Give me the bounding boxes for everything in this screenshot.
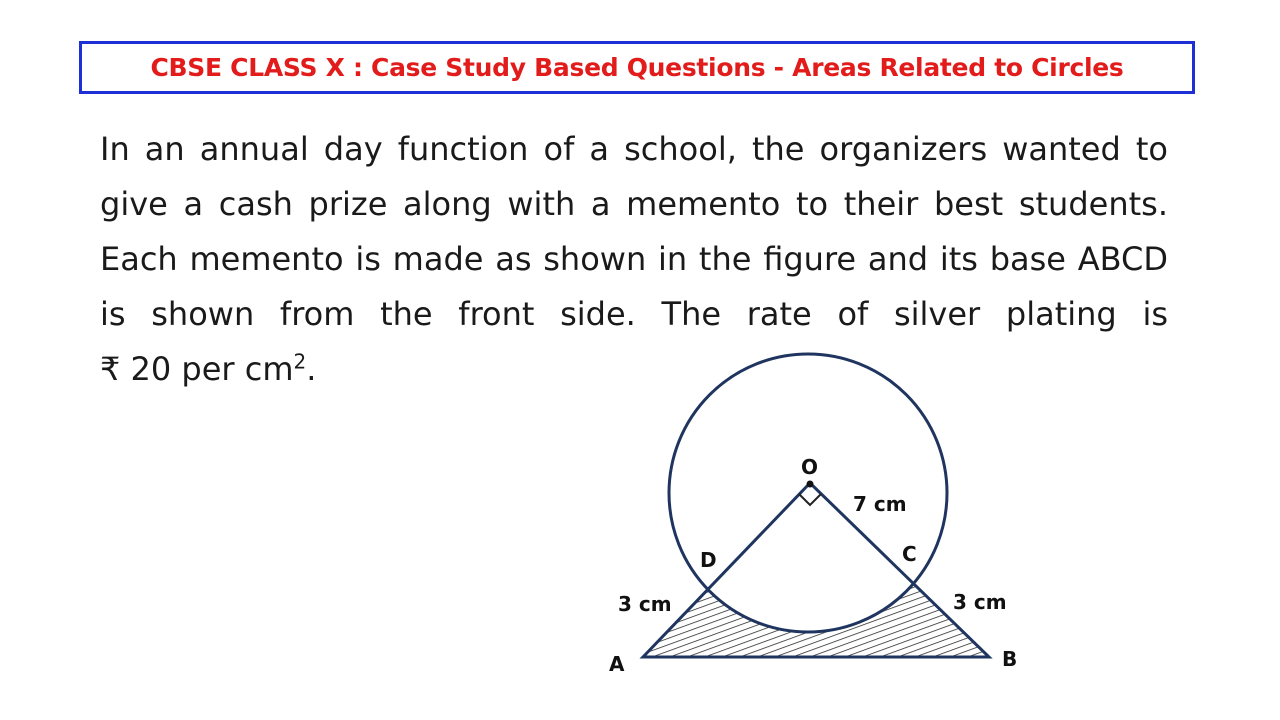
label-radius: 7 cm (853, 492, 907, 516)
label-o: O (801, 455, 819, 479)
question-line-1: In an annual day function of a school, the organizers wanted to (100, 130, 1168, 168)
label-a: A (609, 652, 625, 676)
label-d: D (700, 548, 717, 572)
question-line-4: is shown from the front side. The rate of silver plating is (100, 295, 1168, 333)
rate-text: ₹ 20 per cm (100, 350, 294, 388)
question-line-2: give a cash prize along with a memento to their best students. (100, 185, 1168, 223)
label-c: C (902, 542, 917, 566)
label-b: B (1002, 647, 1018, 671)
question-line-3: Each memento is made as shown in the figure and its base ABCD (100, 240, 1168, 278)
center-point (807, 481, 814, 488)
rate-superscript: 2 (293, 349, 307, 374)
page-title: CBSE CLASS X : Case Study Based Questions - Areas Related to Circles (150, 53, 1124, 82)
label-ad-length: 3 cm (618, 592, 672, 616)
rate-end: . (306, 350, 317, 388)
label-cb-length: 3 cm (953, 590, 1007, 614)
